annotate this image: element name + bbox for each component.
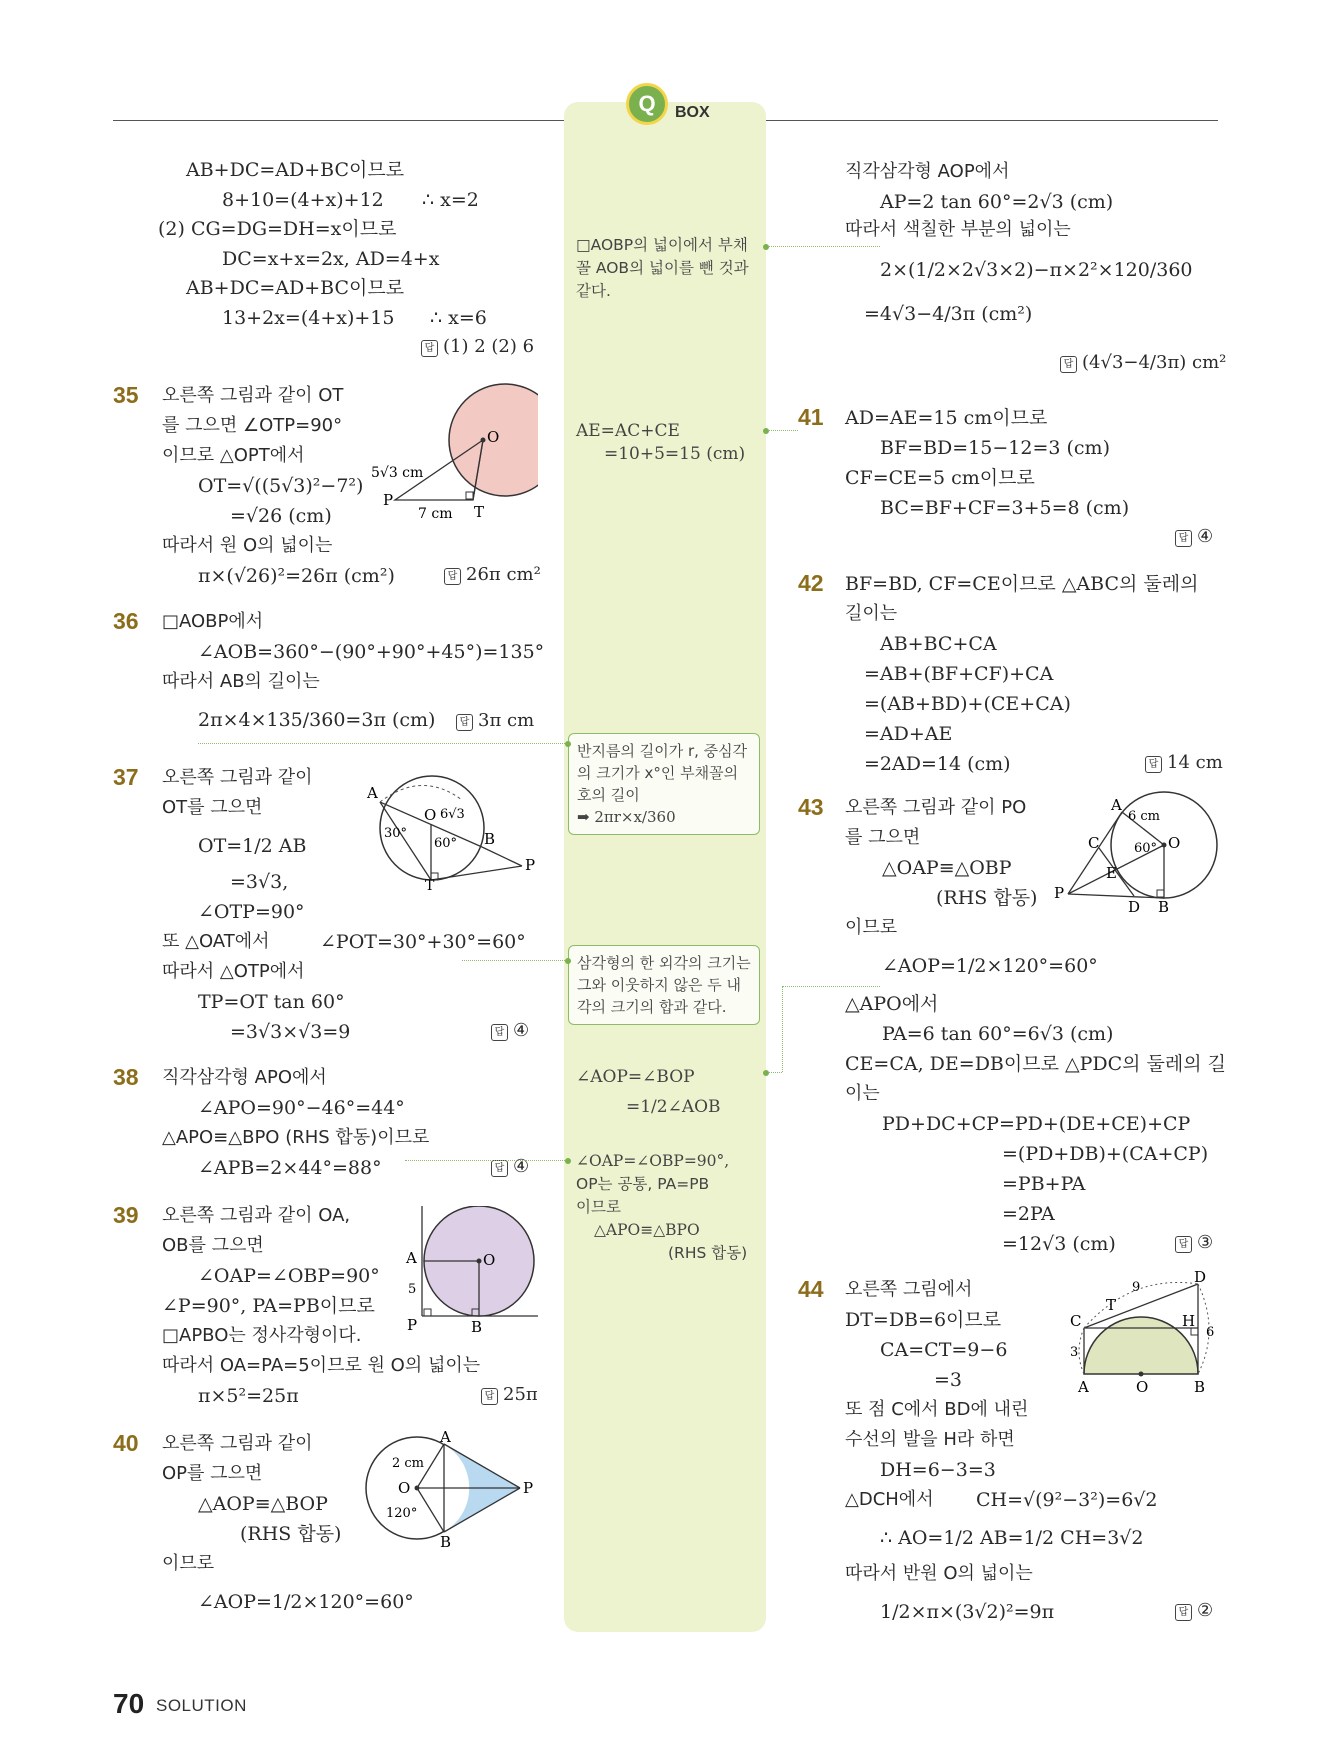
problem-line: CE=CA, DE=DB이므로 △PDC의 둘레의 길 xyxy=(845,1053,1227,1075)
answer-icon: 답 xyxy=(444,568,461,585)
answer-icon: 답 xyxy=(456,714,473,731)
note-line: 삼각형의 한 외각의 크기는 xyxy=(577,954,751,972)
label-b: B xyxy=(471,1318,483,1336)
answer-icon: 답 xyxy=(1060,356,1077,373)
problem-number: 40 xyxy=(113,1430,139,1456)
footer-label: SOLUTION xyxy=(156,1696,247,1715)
problem-line: △AOP≡△BOP xyxy=(198,1493,328,1515)
label-c: C xyxy=(1088,834,1100,852)
answer-mark xyxy=(481,1384,538,1405)
page-number: 70 xyxy=(113,1688,145,1719)
connector-line xyxy=(405,1160,565,1161)
problem-line: 이므로 xyxy=(162,1553,215,1574)
problem-line: 오른쪽 그림과 같이 PO xyxy=(845,797,1027,818)
problem-number: 38 xyxy=(113,1064,139,1090)
left-top-line: AB+DC=AD+BC이므로 xyxy=(186,159,405,181)
answer-text: 14 cm xyxy=(1167,752,1223,773)
problem-line: AD=AE=15 cm이므로 xyxy=(845,407,1048,429)
answer-mark xyxy=(491,1020,529,1041)
answer-icon: 답 xyxy=(1175,1604,1192,1621)
answer-text: (4√3−4/3π) cm² xyxy=(1082,352,1227,373)
label-n9: 9 xyxy=(1132,1280,1141,1295)
label-o: O xyxy=(487,428,500,446)
problem-line: OB를 그으면 xyxy=(162,1235,264,1256)
answer-icon: 답 xyxy=(1175,1236,1192,1253)
figure-39 xyxy=(400,1206,540,1336)
label-len: 6 cm xyxy=(1128,809,1161,824)
problem-line: =3√3, xyxy=(230,871,289,893)
connector-line xyxy=(768,1072,782,1073)
figure-43 xyxy=(1052,790,1222,920)
label-o: O xyxy=(483,1251,496,1269)
qbox-note-5 xyxy=(576,1062,721,1122)
problem-line: DT=DB=6이므로 xyxy=(845,1309,1002,1331)
point-o xyxy=(477,1259,482,1264)
note-line: 호의 길이 xyxy=(577,786,640,804)
label-n6: 6 xyxy=(1206,1325,1215,1340)
line-bp xyxy=(482,847,522,866)
problem-line: (RHS 합동) xyxy=(936,887,1038,909)
note-line: ∠AOP=∠BOP xyxy=(576,1067,695,1087)
problem-line: 오른쪽 그림과 같이 OA, xyxy=(162,1205,351,1226)
answer-mark xyxy=(1175,1600,1213,1621)
note-line: 꼴 AOB의 넓이를 뺀 것과 xyxy=(576,259,749,277)
answer-text: (1) 2 (2) 6 xyxy=(443,336,535,357)
answer-icon: 답 xyxy=(491,1160,508,1177)
answer-mark xyxy=(1060,352,1226,373)
problem-line: ∠POT=30°+30°=60° xyxy=(320,931,526,953)
problem-line: OT=√((5√3)²−7²) xyxy=(198,475,364,497)
problem-line: △APO≡△BPO (RHS 합동)이므로 xyxy=(162,1127,430,1148)
answer-mark xyxy=(456,710,534,731)
problem-line: =2AD=14 (cm) xyxy=(864,753,1011,775)
answer-icon: 답 xyxy=(421,340,438,357)
label-p: P xyxy=(525,856,536,874)
note-line: 이므로 xyxy=(576,1198,621,1216)
label-o: O xyxy=(1168,834,1181,852)
arc-dashed xyxy=(380,785,462,802)
problem-line: 직각삼각형 APO에서 xyxy=(162,1067,327,1088)
problem-number: 42 xyxy=(798,570,824,596)
problem-line: ∠APB=2×44°=88° xyxy=(198,1157,382,1179)
point-o xyxy=(1139,1372,1144,1377)
left-top-line: ∴ x=6 xyxy=(430,307,487,329)
label-angle: 120° xyxy=(386,1506,418,1521)
connector-line xyxy=(198,743,565,744)
note-line: AE=AC+CE xyxy=(576,421,680,441)
problem-line: 오른쪽 그림과 같이 xyxy=(162,1433,313,1454)
problem-line: △DCH에서 xyxy=(845,1489,934,1510)
problem-line: 1/2×π×(3√2)²=9π xyxy=(880,1601,1055,1623)
answer-mark xyxy=(1175,1232,1213,1253)
answer-text: 3π cm xyxy=(478,710,535,731)
connector-dot xyxy=(763,428,769,434)
problem-line: 를 그으면 ∠OTP=90° xyxy=(162,415,343,436)
label-t: T xyxy=(1106,1296,1117,1314)
qbox-note-1 xyxy=(576,234,749,303)
q-badge-letter: Q xyxy=(638,91,656,116)
problem-number: 44 xyxy=(798,1276,824,1302)
connector-dot xyxy=(763,1070,769,1076)
problem-line: 따라서 AB의 길이는 xyxy=(162,671,320,692)
label-angle: 60° xyxy=(1134,841,1158,856)
problem-line: =12√3 (cm) xyxy=(1002,1233,1116,1255)
note-line: ➡ 2πr×x/360 xyxy=(577,808,676,826)
problem-line: ∠AOP=1/2×120°=60° xyxy=(882,955,1098,977)
note-line: ∠OAP=∠OBP=90°, xyxy=(576,1152,730,1170)
connector-dot xyxy=(565,741,571,747)
problem-line: ∠OAP=∠OBP=90° xyxy=(198,1265,380,1287)
problem-line: CH=√(9²−3²)=6√2 xyxy=(976,1489,1158,1511)
right-top-line: 2×(1/2×2√3×2)−π×2²×120/360 xyxy=(880,259,1193,281)
qbox-note-2 xyxy=(576,420,745,466)
label-len: 6√3 xyxy=(440,807,465,822)
problem-line: BF=BD, CF=CE이므로 △ABC의 둘레의 xyxy=(845,573,1199,595)
note-line: 각의 크기의 합과 같다. xyxy=(577,998,727,1016)
problem-line: 오른쪽 그림과 같이 xyxy=(162,767,313,788)
label-p: P xyxy=(407,1316,418,1334)
point-o xyxy=(415,1486,420,1491)
problem-line: CF=CE=5 cm이므로 xyxy=(845,467,1035,489)
problem-line: □AOBP에서 xyxy=(162,611,264,632)
problem-line: =2PA xyxy=(1002,1203,1055,1225)
problem-line: (RHS 합동) xyxy=(240,1523,342,1545)
problem-line: OT를 그으면 xyxy=(162,797,263,818)
label-a: A xyxy=(406,1249,417,1267)
answer-mark xyxy=(421,336,534,357)
connector-dot xyxy=(763,244,769,250)
problem-line: 이므로 △OPT에서 xyxy=(162,445,305,466)
problem-line: 또 점 C에서 BD에 내린 xyxy=(845,1399,1029,1420)
label-b: B xyxy=(1158,898,1170,916)
problem-line: =AB+(BF+CF)+CA xyxy=(864,663,1054,685)
problem-line: 오른쪽 그림에서 xyxy=(845,1279,973,1300)
problem-line: BF=BD=15−12=3 (cm) xyxy=(880,437,1110,459)
problem-number: 41 xyxy=(798,404,824,430)
note-line: =10+5=15 (cm) xyxy=(604,444,746,464)
problem-line: DH=6−3=3 xyxy=(880,1459,996,1481)
answer-text: ④ xyxy=(513,1020,530,1041)
label-o: O xyxy=(1136,1378,1149,1396)
problem-line: =AD+AE xyxy=(864,723,953,745)
label-a: A xyxy=(440,1430,451,1446)
problem-number: 43 xyxy=(798,794,824,820)
answer-text: 25π xyxy=(503,1384,538,1405)
problem-line: =3 xyxy=(934,1369,963,1391)
connector-line xyxy=(462,960,565,961)
note-line: △APO≡△BPO xyxy=(594,1221,700,1239)
left-top-line: ∴ x=2 xyxy=(422,189,479,211)
problem-line: ∠OTP=90° xyxy=(198,901,305,923)
answer-icon: 답 xyxy=(1175,530,1192,547)
right-angle-mark xyxy=(1157,890,1164,897)
label-t: T xyxy=(425,878,435,890)
answer-mark xyxy=(444,564,541,585)
label-a: A xyxy=(1111,796,1122,814)
answer-mark xyxy=(1145,752,1223,773)
problem-line: 를 그으면 xyxy=(845,827,921,848)
label-len2: 7 cm xyxy=(418,506,453,522)
right-top-line: 따라서 색칠한 부분의 넓이는 xyxy=(845,219,1071,240)
left-top-line: 13+2x=(4+x)+15 xyxy=(222,307,395,329)
answer-text: ④ xyxy=(1197,526,1214,547)
right-top-line: 직각삼각형 AOP에서 xyxy=(845,161,1010,182)
figure-44 xyxy=(1062,1270,1222,1400)
figure-35 xyxy=(368,380,538,525)
note-line: =1/2∠AOB xyxy=(626,1097,721,1117)
label-d: D xyxy=(1128,898,1141,916)
problem-line: 따라서 원 O의 넓이는 xyxy=(162,535,333,556)
problem-line: △OAP≡△OBP xyxy=(882,857,1012,879)
connector-line xyxy=(768,430,798,431)
label-p: P xyxy=(523,1479,534,1497)
problem-line: 오른쪽 그림과 같이 OT xyxy=(162,385,344,406)
label-p: P xyxy=(1054,884,1065,902)
line-tp xyxy=(431,866,522,880)
problem-line: CA=CT=9−6 xyxy=(880,1339,1008,1361)
connector-line xyxy=(768,246,880,247)
point-o xyxy=(481,438,486,443)
problem-line: AB+BC+CA xyxy=(880,633,997,655)
problem-line: 수선의 발을 H라 하면 xyxy=(845,1429,1015,1450)
connector-line xyxy=(782,986,880,987)
problem-line: π×(√26)²=26π (cm²) xyxy=(198,565,395,587)
problem-line: TP=OT tan 60° xyxy=(198,991,345,1013)
note-line: 같다. xyxy=(576,282,611,300)
label-a: A xyxy=(1078,1378,1089,1396)
left-top-line: (2) CG=DG=DH=x이므로 xyxy=(158,218,397,240)
note-line: 의 크기가 x°인 부채꼴의 xyxy=(577,764,739,782)
answer-text: ② xyxy=(1197,1600,1214,1621)
label-o: O xyxy=(398,1479,411,1497)
right-top-line: =4√3−4/3π (cm²) xyxy=(864,303,1033,325)
label-b: B xyxy=(484,830,496,848)
label-h: H xyxy=(1182,1312,1196,1330)
label-p: P xyxy=(383,491,394,509)
right-angle-mark xyxy=(424,1309,431,1316)
label-len1: 5√3 cm xyxy=(371,465,424,481)
answer-icon: 답 xyxy=(1145,756,1162,773)
problem-line: 이므로 xyxy=(845,917,898,938)
connector-dot xyxy=(565,1158,571,1164)
label-b: B xyxy=(1194,1378,1206,1396)
note-line: (RHS 합동) xyxy=(668,1244,748,1262)
qbox-note-3 xyxy=(568,733,760,835)
left-top-line: AB+DC=AD+BC이므로 xyxy=(186,277,405,299)
connector-dot xyxy=(565,958,571,964)
problem-line: ∴ AO=1/2 AB=1/2 CH=3√2 xyxy=(880,1527,1144,1549)
answer-icon: 답 xyxy=(481,1388,498,1405)
label-d: D xyxy=(1194,1270,1207,1286)
label-a: A xyxy=(367,784,378,802)
problem-line: OT=1/2 AB xyxy=(198,835,307,857)
problem-line: =3√3×√3=9 xyxy=(230,1021,351,1043)
qbox-note-4 xyxy=(568,945,760,1025)
problem-line: BC=BF+CF=3+5=8 (cm) xyxy=(880,497,1130,519)
figure-37 xyxy=(362,770,540,890)
problem-line: π×5²=25π xyxy=(198,1385,299,1407)
problem-line: OP를 그으면 xyxy=(162,1463,263,1484)
note-line: 그와 이웃하지 않은 두 내 xyxy=(577,976,741,994)
problem-line: PD+DC+CP=PD+(DE+CE)+CP xyxy=(882,1113,1191,1135)
problem-line: =PB+PA xyxy=(1002,1173,1086,1195)
problem-number: 35 xyxy=(113,382,139,408)
label-o: O xyxy=(424,806,437,824)
left-top-line: DC=x+x=2x, AD=4+x xyxy=(222,248,440,270)
note-line: □AOBP의 넓이에서 부채 xyxy=(576,236,748,254)
problem-line: 따라서 OA=PA=5이므로 원 O의 넓이는 xyxy=(162,1355,481,1376)
qbox-note-6 xyxy=(576,1150,747,1265)
label-len: 2 cm xyxy=(392,1456,425,1471)
right-top-line: AP=2 tan 60°=2√3 (cm) xyxy=(880,191,1114,213)
answer-text: ④ xyxy=(513,1156,530,1177)
problem-line: 또 △OAT에서 xyxy=(162,931,270,952)
label-t: T xyxy=(474,503,485,521)
box-label: BOX xyxy=(675,104,710,121)
problem-line: =(PD+DB)+(CA+CP) xyxy=(1002,1143,1209,1165)
answer-text: ③ xyxy=(1197,1232,1214,1253)
problem-line: PA=6 tan 60°=6√3 (cm) xyxy=(882,1023,1114,1045)
left-top-line: 8+10=(4+x)+12 xyxy=(222,189,384,211)
problem-line: □APBO는 정사각형이다. xyxy=(162,1325,362,1346)
problem-number: 39 xyxy=(113,1202,139,1228)
answer-icon: 답 xyxy=(491,1024,508,1041)
problem-line: 따라서 △OTP에서 xyxy=(162,961,305,982)
label-b: B xyxy=(440,1533,452,1550)
note-line: 반지름의 길이가 r, 중심각 xyxy=(577,742,748,760)
problem-number: 36 xyxy=(113,608,139,634)
label-c: C xyxy=(1070,1312,1082,1330)
label-e: E xyxy=(1106,864,1117,882)
problem-line: 2π×4×135/360=3π (cm) xyxy=(198,709,436,731)
qbox-column xyxy=(564,102,766,1632)
problem-line: ∠APO=90°−46°=44° xyxy=(198,1097,405,1119)
problem-line: =(AB+BD)+(CE+CA) xyxy=(864,693,1071,715)
problem-line: =√26 (cm) xyxy=(230,505,332,527)
problem-line: △APO에서 xyxy=(845,993,939,1015)
problem-line: 따라서 반원 O의 넓이는 xyxy=(845,1563,1033,1584)
answer-text: 26π cm² xyxy=(466,564,541,585)
problem-line: ∠AOP=1/2×120°=60° xyxy=(198,1591,414,1613)
problem-line: 이는 xyxy=(845,1083,880,1104)
dotted-arc-left xyxy=(1079,1328,1084,1374)
answer-mark xyxy=(1175,526,1213,547)
semicircle-o xyxy=(1084,1317,1198,1374)
problem-number: 37 xyxy=(113,764,139,790)
label-angle-60: 60° xyxy=(434,836,458,851)
problem-line: ∠P=90°, PA=PB이므로 xyxy=(162,1295,375,1317)
label-n3: 3 xyxy=(1070,1345,1079,1360)
label-len: 5 xyxy=(408,1282,417,1297)
q-badge xyxy=(626,83,668,125)
right-angle-mark xyxy=(466,492,473,499)
point-o xyxy=(1162,843,1167,848)
connector-line xyxy=(782,986,783,1072)
figure-40 xyxy=(362,1430,540,1550)
problem-line: ∠AOB=360°−(90°+90°+45°)=135° xyxy=(198,641,545,663)
label-angle-30: 30° xyxy=(384,826,408,841)
problem-line: 길이는 xyxy=(845,603,898,624)
note-line: OP는 공통, PA=PB xyxy=(576,1175,710,1193)
